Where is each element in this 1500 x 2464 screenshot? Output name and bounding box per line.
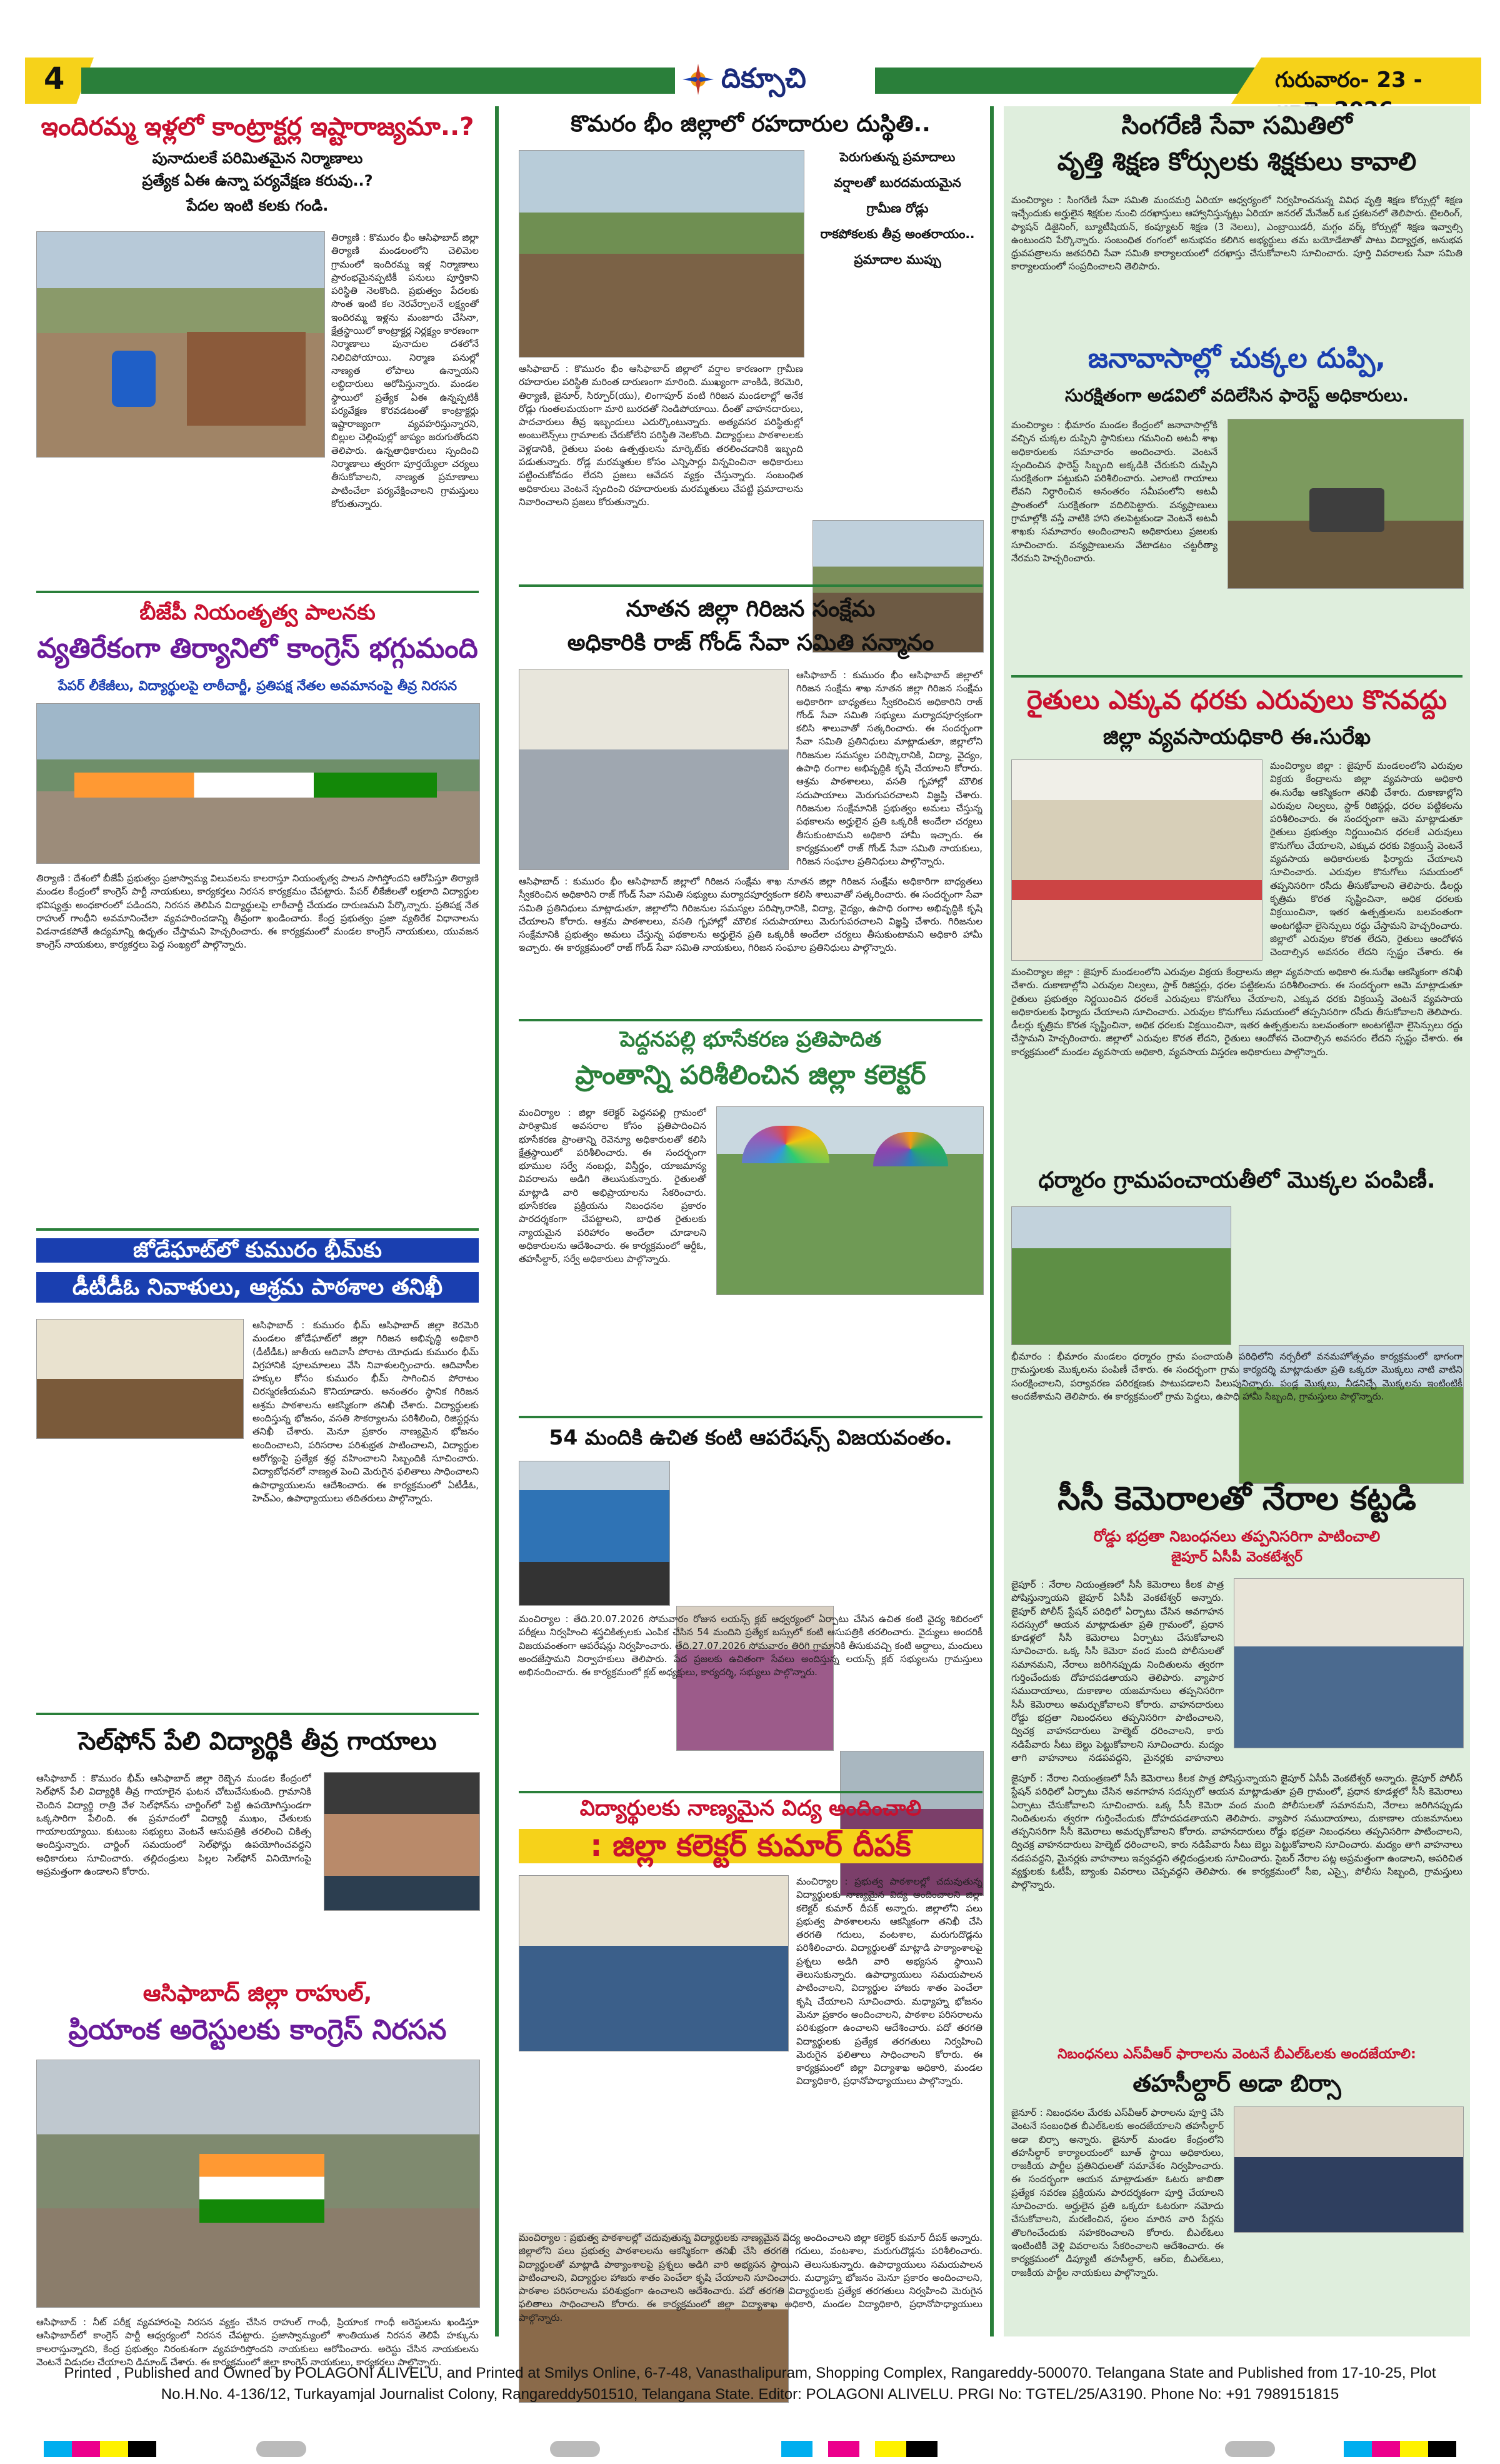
photo-felicitation <box>519 669 789 870</box>
rule <box>519 1416 982 1418</box>
photo-injured-student <box>324 1772 480 1911</box>
masthead-title: దిక్సూచి <box>721 63 806 94</box>
photo-tricolour-protest <box>36 2060 480 2308</box>
footer-line-2: No.H.No. 4-136/12, Turkayamjal Journalist Colony, Rangareddy501510, Telangana State. Editor: POLAGONI ALIVELU. PRGI No: TGTEL/25/A3190. Phone No: +91 7989151815 <box>161 2385 1339 2403</box>
headline: ఇందిరమ్మ ఇళ్లలో కాంట్రాక్టర్ల ఇష్టారాజ్యమా..? <box>41 113 474 141</box>
side-point: ప్రమాదాల ముప్పు <box>854 252 941 267</box>
headline: తహసీల్దార్ అడా బిర్సా <box>1132 2070 1341 2097</box>
article-body: మంచిర్యాల : సింగరేణి సేవా సమితి మందమర్రి ఏరియా ఆధ్వర్యంలో నిర్వహించనున్న వివిధ వృత్తి శిక్షణ కోర్సుల్లో శిక్షణ ఇచ్చేందుకు అర్హులైన శిక్షకుల నుంచి దరఖాస్తులు ఆహ్వానిస్తున్నట్లు ఏరియా జనరల్ మేనేజర్ ఒక ప్రకటనలో తెలిపారు. టైలరింగ్, ఫ్యాషన్ డిజైనింగ్, బ్యూటీషియన్, కంప్యూటర్ శిక్షణ (3 నెలలు), ఎంబ్రాయిడరీ, మగ్గం వర్క్ కోర్సుల్లో శిక్షణ ఇవ్వాల్సి ఉంటుందని పేర్కొన్నారు. సంబంధిత రంగంలో అనుభవం కలిగిన అభ్యర్థులు తమ బయోడేటాతో పాటు విద్యార్హత, అనుభవ ధ్రువపత్రాలను జతపరిచి సేవా సమితి కార్యాలయంలో దరఖాస్తు చేసుకోవాలని సూచించారు. పూర్తి వివరాలకు సేవా సమితి కార్యాలయంలో సంప్రదించాలని తెలిపారు. <box>1011 194 1462 273</box>
brick-wall <box>187 332 306 426</box>
article-collector-education <box>519 1794 982 2444</box>
article-land-acquisition <box>519 1025 982 1425</box>
headline: ప్రియాంక అరెస్టులకు కాంగ్రెస్ నిరసన <box>68 2014 447 2046</box>
subheadline: సురక్షితంగా అడవిలో వదిలేసిన ఫారెస్ట్ అధికారులు. <box>1064 385 1409 406</box>
article-body: మంచిర్యాల జిల్లా : జైపూర్ మండలంలోని ఎరువుల విక్రయ కేంద్రాలను జిల్లా వ్యవసాయ అధికారి ఈ.సురేఖ ఆకస్మికంగా తనిఖీ చేశారు. దుకాణాల్లోని ఎరువుల నిల్వలు, స్టాక్ రిజిస్టర్లు, ధరల పట్టికలను పరిశీలించారు. ఈ సందర్భంగా ఆమె మాట్లాడుతూ రైతులు ప్రభుత్వం నిర్ణయించిన ధరలకే ఎరువులు కొనుగోలు చేయాలని, ఎక్కువ ధరకు విక్రయిస్తే వెంటనే వ్యవసాయ అధికారులకు ఫిర్యాదు చేయాలని సూచించారు. ఎరువుల కొనుగోలు సమయంలో తప్పనిసరిగా రసీదు తీసుకోవాలని తెలిపారు. డీలర్లు కృత్రిమ కొరత సృష్టించినా, అధిక ధరలకు విక్రయించినా, ఇతర ఉత్పత్తులను బలవంతంగా అంటగట్టినా లైసెన్సులు రద్దు చేస్తామని హెచ్చరించారు. జిల్లాలో ఎరువుల కొరత లేదని, రైతులు ఆందోళన చెందాల్సిన అవసరం లేదని స్పష్టం చేశారు. ఈ <box>1270 760 1462 958</box>
article-eye-operations <box>519 1422 982 1797</box>
page-number: 4 <box>44 61 65 96</box>
photo-tahsildar <box>1234 2106 1464 2233</box>
separator-1 <box>495 106 499 2336</box>
kicker: బీజేపీ నియంతృత్వ పాలనకు <box>139 600 376 625</box>
headline: సెల్‌ఫోన్ పేలి విద్యార్థికి తీవ్ర గాయాలు <box>78 1727 437 1756</box>
water-drum <box>112 351 156 407</box>
side-point: గ్రామీణ రోడ్లు <box>866 201 929 216</box>
article-body: జైనూర్ : నిబంధనల మేరకు ఎస్‌వీఆర్ ఫారాలను పూర్తి చేసి వెంటనే సంబంధిత బీఎల్‌ఓలకు అందజేయాలని తహసీల్దార్ అడా బిర్సా అన్నారు. జైనూర్ మండల కేంద్రంలోని తహసీల్దార్ కార్యాలయంలో బూత్ స్థాయి అధికారులు, రాజకీయ పార్టీల ప్రతినిధులతో సమావేశం నిర్వహించారు. ఈ సందర్భంగా ఆయన మాట్లాడుతూ ఓటరు జాబితా ప్రత్యేక సవరణ ప్రక్రియను పారదర్శకంగా పూర్తి చేయాలని సూచించారు. అర్హులైన ప్రతి ఒక్కరూ ఓటరుగా నమోదు చేసుకోవాలని, మరణించిన, స్థలం మారిన వారి పేర్లను తొలగించేందుకు సహకరించాలని కోరారు. బీఎల్‌ఓలు ఇంటింటికీ వెళ్లి వివరాలను సేకరించాలని ఆదేశించారు. ఈ కార్యక్రమంలో డిప్యూటీ తహసీల్దార్, ఆర్ఐ, బీఎల్‌ఓలు, రాజకీయ పార్టీల నాయకులు పాల్గొన్నారు. <box>1011 2107 1224 2278</box>
article-body: ఆసిఫాబాద్ : కొమురం భీం ఆసిఫాబాద్ జిల్లాలో వర్షాల కారణంగా గ్రామీణ రహదారుల పరిస్థితి మరింత దారుణంగా మారింది. ముఖ్యంగా వాంకిడి, కెరమెరి, తిర్యాణి, జైనూర్, సిర్పూర్(యు), లింగాపూర్ వంటి గిరిజన మండలాల్లో అనేక రోడ్లు గుంతలమయంగా మారి బురదతో నిండిపోయాయి. దీంతో వాహనదారులు, పాదచారులు తీవ్ర ఇబ్బందులు ఎదుర్కొంటున్నారు. అత్యవసర పరిస్థితుల్లో అంబులెన్స్‌లు గ్రామాలకు చేరుకోలేని పరిస్థితి నెలకొంది. విద్యార్థులు పాఠశాలలకు వెళ్లడానికి, రైతులు పంట ఉత్పత్తులను మార్కెట్‌కు తరలించడానికి ఇబ్బంది పడుతున్నారు. రోడ్ల మరమ్మతుల కోసం ఎన్నిసార్లు విన్నవించినా అధికారులు పట్టించుకోవడం లేదని ప్రజలు ఆవేదన వ్యక్తం చేస్తున్నారు. సంబంధిత అధికారులు వెంటనే స్పందించి రహదారులకు మరమ్మతులు చేపట్టి ప్రమాదాలను నివారించాలని ప్రజలు కోరుతున్నారు. <box>519 363 803 508</box>
umbrella <box>742 1126 829 1163</box>
photo-nursery-left <box>1011 1206 1231 1345</box>
rule <box>36 1228 479 1231</box>
article-body: మంచిర్యాల : తేది.20.07.2026 సోమవారం రోజున లయన్స్ క్లబ్ ఆధ్వర్యంలో ఏర్పాటు చేసిన ఉచిత కంటి వైద్య శిబిరంలో పరీక్షలు నిర్వహించి శస్త్రచికిత్సలకు ఎంపిక చేసిన 54 మందిని ప్రత్యేక బస్సులో కంటి ఆసుపత్రికి తరలించారు. వైద్యులు అందరికీ విజయవంతంగా ఆపరేషన్లు నిర్వహించారు. తేది.27.07.2026 సోమవారం తిరిగి గ్రామానికి తీసుకువచ్చి కంటి అద్దాలు, మందులు అందజేస్తామని నిర్వాహకులు తెలిపారు. పేద ప్రజలకు ఉచితంగా సేవలు అందిస్తున్న లయన్స్ క్లబ్ సభ్యులను గ్రామస్తులు అభినందించారు. ఈ కార్యక్రమంలో క్లబ్ అధ్యక్షులు, కార్యదర్శి, సభ్యులు పాల్గొన్నారు. <box>519 1613 982 1678</box>
side-point: రాకపోకలకు తీవ్ర అంతరాయం.. <box>820 226 975 241</box>
photo-collector-umbrellas <box>716 1106 984 1295</box>
deer-crate <box>1309 488 1384 532</box>
footer-imprint <box>50 2363 1450 2405</box>
photo-deer-release <box>1228 419 1464 589</box>
headline: కొమరం భీం జిల్లాలో రహదారుల దుస్థితి.. <box>571 111 931 137</box>
umbrella <box>873 1132 948 1166</box>
subheadline: ప్రత్యేక ఏఈ ఉన్నా పర్యవేక్షణ కరువు..? <box>142 172 373 189</box>
headline: వృత్తి శిక్షణ కోర్సులకు శిక్షకులు కావాలి <box>1057 148 1417 176</box>
article-body: ఆసిఫాబాద్ : కొమురం భీమ్ ఆసిఫాబాద్ జిల్లా రెబ్బెన మండల కేంద్రంలో సెల్‌ఫోన్ పేలి విద్యార్థికి తీవ్ర గాయాలైన ఘటన చోటుచేసుకుంది. గ్రామానికి చెందిన విద్యార్థి రాత్రి వేళ సెల్‌ఫోన్‌ను చార్జింగ్‌లో పెట్టి ఉపయోగిస్తుండగా ఒక్కసారిగా పేలింది. ఈ ప్రమాదంలో విద్యార్థి ముఖం, చేతులకు గాయాలయ్యాయి. కుటుంబ సభ్యులు వెంటనే ఆసుపత్రికి తరలించి చికిత్స అందిస్తున్నారు. చార్జింగ్ సమయంలో సెల్‌ఫోన్లు ఉపయోగించవద్దని అధికారులు సూచించారు. తల్లిదండ్రులు పిల్లల సెల్‌ఫోన్ వినియోగంపై అప్రమత్తంగా ఉండాలని కోరారు. <box>36 1773 311 1878</box>
kicker: పెద్దనపల్లి భూసేకరణ ప్రతిపాదిత <box>619 1027 882 1052</box>
color-bar-center <box>781 2441 938 2457</box>
kicker: జోడేఘాట్‌లో కుమురం భీమ్‌కు <box>36 1238 479 1263</box>
reg-pill <box>550 2441 600 2457</box>
article-phone-blast <box>36 1722 479 1972</box>
color-bar-left <box>44 2441 156 2457</box>
subheadline: పేదల ఇంటి కలకు గండి. <box>186 197 329 214</box>
article-body-cont: మంచిర్యాల : ప్రభుత్వ పాఠశాలల్లో చదువుతున్న విద్యార్థులకు నాణ్యమైన విద్య అందించాలని జిల్లా కలెక్టర్ కుమార్ దీపక్ అన్నారు. జిల్లాలోని పలు ప్రభుత్వ పాఠశాలలను ఆకస్మికంగా తనిఖీ చేసి తరగతి గదులు, వంటశాల, మరుగుదొడ్లను పరిశీలించారు. విద్యార్థులతో మాట్లాడి పాఠ్యాంశాలపై ప్రశ్నలు అడిగి వారి అభ్యసన స్థాయిని తెలుసుకున్నారు. ఉపాధ్యాయులు సమయపాలన పాటించాలని, విద్యార్థుల హాజరు శాతం పెంచేలా కృషి చేయాలని సూచించారు. మధ్యాహ్న భోజనం మెనూ ప్రకారం అందించాలని, పాఠశాల పరిసరాలను పరిశుభ్రంగా ఉంచాలని ఆదేశించారు. పదో తరగతి విద్యార్థులకు ప్రత్యేక తరగతులు నిర్వహించి మెరుగైన ఫలితాలు సాధించాలని కోరారు. ఈ కార్యక్రమంలో జిల్లా విద్యాశాఖ అధికారి, మండల విద్యాధికారి, ప్రధానోపాధ్యాయులు పాల్గొన్నారు. <box>519 2232 982 2323</box>
side-points <box>812 150 982 267</box>
subheadline: జిల్లా వ్యవసాయధికారి ఈ.సురేఖ <box>1102 724 1371 749</box>
article-body: ఆసిఫాబాద్ : కుమురం భీం ఆసిఫాబాద్ జిల్లాలో గిరిజన సంక్షేమ శాఖ నూతన జిల్లా గిరిజన సంక్షేమ అధికారిగా బాధ్యతలు స్వీకరించిన అధికారిని రాజ్ గోండ్ సేవా సమితి సభ్యులు మర్యాదపూర్వకంగా కలిసి శాలువాతో సత్కరించారు. ఈ సందర్భంగా సేవా సమితి ప్రతినిధులు మాట్లాడుతూ, జిల్లాలోని గిరిజనుల సమస్యల పరిష్కారానికి, విద్యా, వైద్యం, ఉపాధి రంగాల అభివృద్ధికి కృషి చేయాలని కోరారు. ఆశ్రమ పాఠశాలలు, వసతి గృహాల్లో మౌలిక సదుపాయాలు మెరుగుపరచాలని విజ్ఞప్తి చేశారు. గిరిజనుల సంక్షేమానికి ప్రభుత్వం అమలు చేస్తున్న పథకాలను అర్హులైన ప్రతి ఒక్కరికీ అందేలా చర్యలు తీసుకుంటామని అధికారి హామీ ఇచ్చారు. ఈ కార్యక్రమంలో రాజ్ గోండ్ సేవా సమితి నాయకులు, గిరిజన సంఘాల ప్రతినిధులు పాల్గొన్నారు. <box>796 669 982 868</box>
side-point: పెరుగుతున్న ప్రమాదాలు <box>839 149 956 164</box>
separator-2 <box>990 106 994 2336</box>
article-bjp-protest <box>36 597 479 1222</box>
article-fertilizer <box>1011 681 1462 1169</box>
headline: 54 మందికి ఉచిత కంటి ఆపరేషన్స్ విజయవంతం. <box>549 1425 952 1450</box>
kicker: సింగరేణి సేవా సమితిలో <box>1121 111 1352 140</box>
reg-pill <box>1225 2441 1275 2457</box>
color-bar-right <box>1344 2441 1456 2457</box>
article-cctv <box>1011 1478 1462 2060</box>
article-body: తిర్యాణి : దేశంలో బీజేపీ ప్రభుత్వం ప్రజాస్వామ్య విలువలను కాలరాస్తూ నియంతృత్వ పాలన సాగిస్తోందని ఆరోపిస్తూ తిర్యాణి మండల కేంద్రంలో కాంగ్రెస్ పార్టీ నాయకులు, కార్యకర్తలు నిరసన కార్యక్రమం చేపట్టారు. పేపర్ లీకేజీలతో లక్షలాది విద్యార్థుల భవిష్యత్తు అంధకారంలో పడిందని, నిరసన తెలిపిన విద్యార్థులపై లాఠీచార్జీ చేయడం దారుణమని పేర్కొన్నారు. ప్రతిపక్ష నేత రాహుల్ గాంధీని అవమానించేలా వ్యవహరించడాన్ని తీవ్రంగా ఖండించారు. కేంద్ర ప్రభుత్వం ప్రజా వ్యతిరేక విధానాలను విడనాడకపోతే ఉద్యమాన్ని ఉధృతం చేస్తామని హెచ్చరించారు. ఈ కార్యక్రమంలో మండల కాంగ్రెస్ నాయకులు, యువజన కాంగ్రెస్ నాయకులు, కార్యకర్తలు పెద్ద సంఖ్యలో పాల్గొన్నారు. <box>36 873 479 951</box>
headline: రైతులు ఎక్కువ ధరకు ఎరువులు కొనవద్దు <box>1026 684 1448 715</box>
footer-line-1: Printed , Published and Owned by POLAGONI ALIVELU, and Printed at Smilys Online, 6-7-48, Vanasthalipuram, Shopping Complex, Rangareddy-500070. Telangana State and Published from 17-10-25, Plot <box>64 2365 1436 2381</box>
article-dtdo-inspection <box>36 1235 479 1703</box>
kicker: నూతన జిల్లా గిరిజన సంక్షేమ <box>626 596 876 622</box>
kicker: విద్యార్థులకు నాణ్యమైన విద్య అందించాలి <box>579 1796 922 1821</box>
photo-collector-office <box>519 1875 789 2051</box>
byline: జైపూర్ ఏసీపీ వెంకటేశ్వర్ <box>1171 1550 1302 1565</box>
article-indiramma <box>36 106 479 588</box>
rule <box>519 1019 982 1021</box>
article-body-cont: జైపూర్ : నేరాల నియంత్రణలో సీసీ కెమెరాలు కీలక పాత్ర పోషిస్తున్నాయని జైపూర్ ఏసీపీ వెంకటేశ్వర్ అన్నారు. జైపూర్ పోలీస్ స్టేషన్ పరిధిలో ఏర్పాటు చేసిన అవగాహన సదస్సులో ఆయన మాట్లాడుతూ ప్రతి గ్రామంలో, ప్రధాన కూడళ్లలో సీసీ కెమెరాలు ఏర్పాటు చేసుకోవాలని సూచించారు. ఒక్క సీసీ కెమెరా వంద మంది పోలీసులతో సమానమని, నేరాలు జరిగినప్పుడు నిందితులను త్వరగా గుర్తించేందుకు దోహదపడతాయని తెలిపారు. వ్యాపార సముదాయాలు, దుకాణాల యజమానులు తప్పనిసరిగా సీసీ కెమెరాలు అమర్చుకోవాలని కోరారు. వాహనదారులు రోడ్డు భద్రతా నిబంధనలు తప్పనిసరిగా పాటించాలని, ద్విచక్ర వాహనదారులు హెల్మెట్ ధరించాలని, కారు నడిపేవారు సీటు బెల్టు పెట్టుకోవాలని సూచించారు. మద్యం తాగి వాహనాలు నడపవద్దని, మైనర్లకు వాహనాలు ఇవ్వవద్దని తల్లిదండ్రులకు సూచించారు. సైబర్ నేరాల పట్ల అప్రమత్తంగా ఉండాలని, అపరిచిత వ్యక్తులకు ఓటీపీ, బ్యాంకు వివరాలు చెప్పవద్దని తెలిపారు. ఈ కార్యక్రమంలో సీఐ, ఎస్సై, పోలీసు సిబ్బంది, గ్రామస్తులు పాల్గొన్నారు. <box>1011 1773 1462 1891</box>
article-body: మంచిర్యాల : ప్రభుత్వ పాఠశాలల్లో చదువుతున్న విద్యార్థులకు నాణ్యమైన విద్య అందించాలని జిల్లా కలెక్టర్ కుమార్ దీపక్ అన్నారు. జిల్లాలోని పలు ప్రభుత్వ పాఠశాలలను ఆకస్మికంగా తనిఖీ చేసి తరగతి గదులు, వంటశాల, మరుగుదొడ్లను పరిశీలించారు. విద్యార్థులతో మాట్లాడి పాఠ్యాంశాలపై ప్రశ్నలు అడిగి వారి అభ్యసన స్థాయిని తెలుసుకున్నారు. ఉపాధ్యాయులు సమయపాలన పాటించాలని, విద్యార్థుల హాజరు శాతం పెంచేలా కృషి చేయాలని సూచించారు. మధ్యాహ్న భోజనం మెనూ ప్రకారం అందించాలని, పాఠశాల పరిసరాలను పరిశుభ్రంగా ఉంచాలని ఆదేశించారు. పదో తరగతి విద్యార్థులకు ప్రత్యేక తరగతులు నిర్వహించి మెరుగైన ఫలితాలు సాధించాలని కోరారు. ఈ కార్యక్రమంలో జిల్లా విద్యాశాఖ అధికారి, మండల విద్యాధికారి, ప్రధానోపాధ్యాయులు పాల్గొన్నారు. <box>796 1876 982 2087</box>
photo-muddy-road <box>519 150 804 358</box>
side-point: వర్షాలతో బురదమయమైన <box>834 175 961 190</box>
headline: ధర్మారం గ్రామపంచాయతీలో మొక్కల పంపిణీ. <box>1038 1168 1436 1193</box>
article-body: ఆసిఫాబాద్ : నీట్ పరీక్ష వ్యవహారంపై నిరసన వ్యక్తం చేసిన రాహుల్ గాంధీ, ప్రియాంక గాంధీ అరెస్టులను ఖండిస్తూ ఆసిఫాబాద్‌లో కాంగ్రెస్ పార్టీ ఆధ్వర్యంలో నిరసన చేపట్టారు. ప్రజాస్వామ్యంలో శాంతియుత నిరసన తెలిపే హక్కును కాలరాస్తున్నారని, కేంద్ర ప్రభుత్వం నిరంకుశంగా వ్యవహరిస్తోందని నాయకులు ఆరోపించారు. అరెస్టు చేసిన నాయకులను వెంటనే విడుదల చేయాలని డిమాండ్ చేశారు. ఈ కార్యక్రమంలో జిల్లా కాంగ్రెస్ నాయకులు, కార్యకర్తలు పాల్గొన్నారు. <box>36 2316 479 2368</box>
compass-icon <box>682 64 714 95</box>
rule <box>36 1713 479 1715</box>
rule <box>519 1791 982 1793</box>
article-body-cont: ఆసిఫాబాద్ : కుమురం భీం ఆసిఫాబాద్ జిల్లాలో గిరిజన సంక్షేమ శాఖ నూతన జిల్లా గిరిజన సంక్షేమ అధికారిగా బాధ్యతలు స్వీకరించిన అధికారిని రాజ్ గోండ్ సేవా సమితి సభ్యులు మర్యాదపూర్వకంగా కలిసి శాలువాతో సత్కరించారు. ఈ సందర్భంగా సేవా సమితి ప్రతినిధులు మాట్లాడుతూ, జిల్లాలోని గిరిజనుల సమస్యల పరిష్కారానికి, విద్యా, వైద్యం, ఉపాధి రంగాల అభివృద్ధికి కృషి చేయాలని కోరారు. ఆశ్రమ పాఠశాలలు, వసతి గృహాల్లో మౌలిక సదుపాయాలు మెరుగుపరచాలని విజ్ఞప్తి చేశారు. గిరిజనుల సంక్షేమానికి ప్రభుత్వం అమలు చేస్తున్న పథకాలను అర్హులైన ప్రతి ఒక్కరికీ అందేలా చర్యలు తీసుకుంటామని అధికారి హామీ ఇచ్చారు. ఈ కార్యక్రమంలో రాజ్ గోండ్ సేవా సమితి నాయకులు, గిరిజన సంఘాల ప్రతినిధులు పాల్గొన్నారు. <box>519 876 982 954</box>
subheadline: పునాదులకే పరిమితమైన నిర్మాణాలు <box>152 149 363 167</box>
kicker: నిబంధనలు ఎస్‌వీఆర్ ఫారాలను వెంటనే బీఎల్‌ఓలకు అందజేయాలి: <box>1058 2046 1416 2062</box>
article-roads <box>519 106 982 606</box>
article-gond-samithi <box>519 594 982 1050</box>
header-band <box>25 58 1481 104</box>
headline: డీటీడీఓ నివాళులు, ఆశ్రమ పాఠశాల తనిఖీ <box>36 1272 479 1303</box>
subheadline: రోడ్డు భద్రతా నిబంధనలు తప్పనిసరిగా పాటించాలి <box>1093 1528 1381 1545</box>
article-body-cont: మంచిర్యాల జిల్లా : జైపూర్ మండలంలోని ఎరువుల విక్రయ కేంద్రాలను జిల్లా వ్యవసాయ అధికారి ఈ.సురేఖ ఆకస్మికంగా తనిఖీ చేశారు. దుకాణాల్లోని ఎరువుల నిల్వలు, స్టాక్ రిజిస్టర్లు, ధరల పట్టికలను పరిశీలించారు. ఈ సందర్భంగా ఆమె మాట్లాడుతూ రైతులు ప్రభుత్వం నిర్ణయించిన ధరలకే ఎరువులు కొనుగోలు చేయాలని, ఎక్కువ ధరకు విక్రయిస్తే వెంటనే వ్యవసాయ అధికారులకు ఫిర్యాదు చేయాలని సూచించారు. ఎరువుల కొనుగోలు సమయంలో తప్పనిసరిగా రసీదు తీసుకోవాలని తెలిపారు. డీలర్లు కృత్రిమ కొరత సృష్టించినా, అధిక ధరలకు విక్రయించినా, ఇతర ఉత్పత్తులను బలవంతంగా అంటగట్టినా లైసెన్సులు రద్దు చేస్తామని హెచ్చరించారు. జిల్లాలో ఎరువుల కొరత లేదని, రైతులు ఆందోళన చెందాల్సిన అవసరం లేదని స్పష్టం చేశారు. ఈ కార్యక్రమంలో మండల వ్యవసాయ అధికారి, వ్యవసాయ విస్తరణ అధికారులు పాల్గొన్నారు. <box>1011 966 1462 1058</box>
national-flag <box>199 2154 324 2223</box>
article-body: మంచిర్యాల : జిల్లా కలెక్టర్ పెద్దనపల్లి గ్రామంలో పారిశ్రామిక అవసరాల కోసం ప్రతిపాదించిన భూసేకరణ ప్రాంతాన్ని రెవెన్యూ అధికారులతో కలిసి క్షేత్రస్థాయిలో పరిశీలించారు. ఈ సందర్భంగా భూముల సర్వే నంబర్లు, విస్తీర్ణం, యాజమాన్య వివరాలను అడిగి తెలుసుకున్నారు. రైతులతో మాట్లాడి వారి అభిప్రాయాలను సేకరించారు. భూసేకరణ ప్రక్రియను నిబంధనల ప్రకారం పారదర్శకంగా చేపట్టాలని, బాధిత రైతులకు న్యాయమైన పరిహారం అందేలా చూడాలని అధికారులను ఆదేశించారు. ఈ కార్యక్రమంలో ఆర్డీఓ, తహసీల్దార్, సర్వే అధికారులు పాల్గొన్నారు. <box>519 1107 706 1265</box>
photo-fertilizer-store <box>1011 759 1262 961</box>
dateline: గురువారం- 23 - <box>1275 68 1422 93</box>
headline: జనావాసాల్లో చుక్కల దుప్పి, <box>1088 343 1386 374</box>
rule <box>519 584 982 587</box>
article-body: మంచిర్యాల : భీమారం మండల కేంద్రంలో జనావాసాల్లోకి వచ్చిన చుక్కల దుప్పిని స్థానికులు గమనించి అటవీ శాఖ అధికారులకు సమాచారం అందించారు. వెంటనే స్పందించిన ఫారెస్ట్ సిబ్బంది అక్కడికి చేరుకుని దుప్పిని సురక్షితంగా పట్టుకుని పరిశీలించారు. ఎలాంటి గాయాలు లేవని నిర్ధారించిన అనంతరం సమీపంలోని అటవీ ప్రాంతంలో సురక్షితంగా వదిలిపెట్టారు. వన్యప్రాణులు గ్రామాల్లోకి వస్తే వాటికి హాని తలపెట్టకుండా వెంటనే అటవీ శాఖకు సమాచారం అందించాలని అధికారులు ప్రజలకు సూచించారు. వన్యప్రాణులను వేటాడటం చట్టరీత్యా నేరమని హెచ్చరించారు. <box>1011 419 1218 564</box>
photo-classroom <box>36 1319 244 1439</box>
subheadline: పేపర్ లీకేజీలు, విద్యార్థులపై లాఠీచార్జీ, ప్రతిపక్ష నేతల అవమానంపై తీవ్ర నిరసన <box>58 678 458 693</box>
headline: ప్రాంతాన్ని పరిశీలించిన జిల్లా కలెక్టర్ <box>575 1059 926 1090</box>
column-right <box>1004 106 1470 2336</box>
article-saplings <box>1011 1163 1462 1500</box>
article-body: ఆసిఫాబాద్ : కుమురం భీమ్ ఆసిఫాబాద్ జిల్లా కెరమెరి మండలం జోడేఘాట్‌లో జిల్లా గిరిజన అభివృద్ధి అధికారి (డీటీడీఓ) జాతీయ ఆదివాసీ పోరాట యోధుడు కుమురం భీమ్ విగ్రహానికి పూలమాలలు వేసి నివాళులర్పించారు. ఆదివాసీల హక్కుల కోసం కుమురం భీమ్ సాగించిన పోరాటం చిరస్మరణీయమని కొనియాడారు. అనంతరం స్థానిక గిరిజన ఆశ్రమ పాఠశాలను ఆకస్మికంగా తనిఖీ చేశారు. విద్యార్థులకు అందిస్తున్న భోజనం, వసతి సౌకర్యాలను పరిశీలించి, రిజిస్టర్లను తనిఖీ చేశారు. మెనూ ప్రకారం నాణ్యమైన భోజనం అందించాలని, పరిసరాల పరిశుభ్రత పాటించాలని, విద్యార్థుల ఆరోగ్యంపై ప్రత్యేక శ్రద్ధ వహించాలని సిబ్బందికి సూచించారు. విద్యాబోధనలో నాణ్యత పెంచి మెరుగైన ఫలితాలు సాధించాలని ఉపాధ్యాయులను ఆదేశించారు. ఈ కార్యక్రమంలో ఏటీడీఓ, హెచ్ఎం, ఉపాధ్యాయులు తదితరులు పాల్గొన్నారు. <box>252 1320 479 1504</box>
article-singareni <box>1011 106 1462 338</box>
headline: అధికారికి రాజ్ గోండ్ సేవా సమితి సన్మానం <box>567 630 934 656</box>
masthead-box <box>675 58 875 104</box>
article-body: జైపూర్ : నేరాల నియంత్రణలో సీసీ కెమెరాలు కీలక పాత్ర పోషిస్తున్నాయని జైపూర్ ఏసీపీ వెంకటేశ్వర్ అన్నారు. జైపూర్ పోలీస్ స్టేషన్ పరిధిలో ఏర్పాటు చేసిన అవగాహన సదస్సులో ఆయన మాట్లాడుతూ ప్రతి గ్రామంలో, ప్రధాన కూడళ్లలో సీసీ కెమెరాలు ఏర్పాటు చేసుకోవాలని సూచించారు. ఒక్క సీసీ కెమెరా వంద మంది పోలీసులతో సమానమని, నేరాలు జరిగినప్పుడు నిందితులను త్వరగా గుర్తించేందుకు దోహదపడతాయని తెలిపారు. వ్యాపార సముదాయాలు, దుకాణాల యజమానులు తప్పనిసరిగా సీసీ కెమెరాలు అమర్చుకోవాలని కోరారు. వాహనదారులు రోడ్డు భద్రతా నిబంధనలు తప్పనిసరిగా పాటించాలని, ద్విచక్ర వాహనదారులు హెల్మెట్ ధరించాలని, కారు నడిపేవారు సీటు బెల్టు పెట్టుకోవాలని సూచించారు. మద్యం తాగి వాహనాలు నడపవద్దని, మైనర్లకు వాహనాలు <box>1011 1579 1224 1763</box>
article-spotted-deer <box>1011 341 1462 678</box>
article-body: భీమారం : భీమారం మండలం ధర్మారం గ్రామ పంచాయతీ పరిధిలోని నర్సరీలో వనమహోత్సవం కార్యక్రమంలో భాగంగా గ్రామస్తులకు మొక్కలను పంపిణీ చేశారు. ఈ సందర్భంగా గ్రామ కార్యదర్శి మాట్లాడుతూ ప్రతి ఒక్కరూ మొక్కలు నాటి వాటిని సంరక్షించాలని, పర్యావరణ పరిరక్షణకు పాటుపడాలని పిలుపునిచ్చారు. పండ్ల మొక్కలు, నీడనిచ్చే మొక్కలను ఇంటింటికీ అందజేశామని తెలిపారు. ఈ కార్యక్రమంలో గ్రామ పెద్దలు, ఉపాధి హామీ సిబ్బంది, గ్రామస్తులు పాల్గొన్నారు. <box>1011 1351 1462 1402</box>
photo-congress-protest <box>36 703 480 864</box>
kicker: ఆసిఫాబాద్ జిల్లా రాహుల్, <box>142 1981 372 2006</box>
rule <box>36 591 479 593</box>
rule <box>1011 675 1462 678</box>
photo-police-meeting <box>1234 1578 1464 1748</box>
headline: సీసీ కెమెరాలతో నేరాల కట్టడి <box>1058 1480 1416 1518</box>
headline: : జిల్లా కలెక్టర్ కుమార్ దీపక్ <box>519 1829 982 1863</box>
photo-house-foundation <box>36 231 325 458</box>
reg-pill <box>256 2441 306 2457</box>
headline: వ్యతిరేకంగా తిర్యానిలో కాంగ్రెస్ భగ్గుమంది <box>37 633 478 664</box>
article-body: తిర్యాణి : కొమురం భీం ఆసిఫాబాద్ జిల్లా తిర్యాణి మండలంలోని చెలిమెల గ్రామంలో ఇందిరమ్మ ఇళ్ల నిర్మాణాలు ప్రారంభమైనప్పటికీ పనులు పూర్తికాని పరిస్థితి నెలకొంది. ప్రభుత్వం పేదలకు సొంత ఇంటి కల నెరవేర్చాలనే లక్ష్యంతో ఇందిరమ్మ ఇళ్లను మంజూరు చేసినా, క్షేత్రస్థాయిలో కాంట్రాక్టర్ల నిర్లక్ష్యం కారణంగా నిర్మాణాలు పునాదుల దశలోనే నిలిచిపోయాయి. నిర్మాణ పనుల్లో నాణ్యత లోపాలు ఉన్నాయని లబ్ధిదారులు ఆరోపిస్తున్నారు. మండల స్థాయిలో ప్రత్యేక ఏఈ ఉన్నప్పటికీ పర్యవేక్షణ కొరవడటంతో కాంట్రాక్టర్లు ఇష్టారాజ్యంగా వ్యవహరిస్తున్నారని, బిల్లుల చెల్లింపుల్లో జాప్యం జరుగుతోందని తెలిపారు. ఉన్నతాధికారులు స్పందించి నిర్మాణాలు త్వరగా పూర్తయ్యేలా చర్యలు తీసుకోవాలని, నాణ్యత ప్రమాణాలు పాటించేలా పర్యవేక్షించాలని గ్రామస్తులు కోరుతున్నారు. <box>331 232 479 509</box>
article-svr-forms <box>1011 2044 1462 2331</box>
photo-bus <box>519 1461 670 1606</box>
flag-banner <box>74 773 437 798</box>
